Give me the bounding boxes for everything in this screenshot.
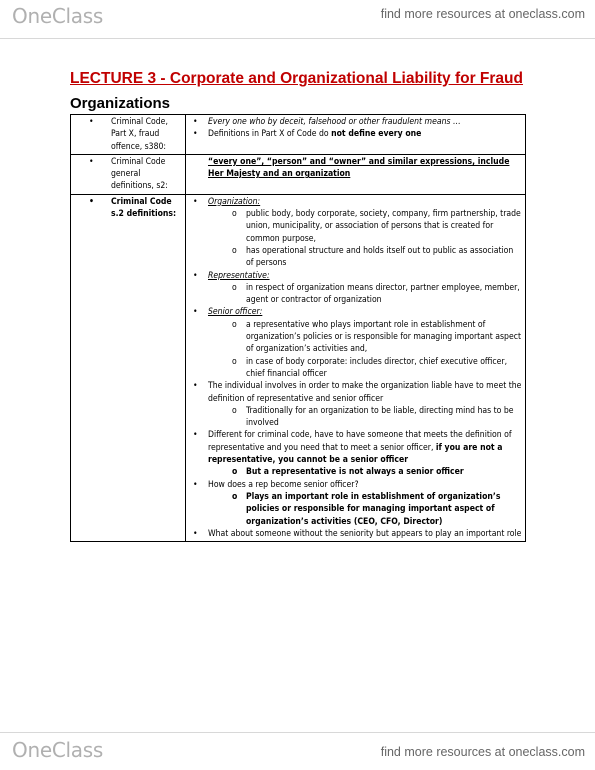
item-heading: Organization: <box>208 196 261 207</box>
section-heading: Organizations <box>70 95 171 112</box>
lecture-title: LECTURE 3 - Corporate and Organizational Liability for Fraud <box>70 70 523 87</box>
sub-item: o public body, body corporate, society, company, firm partnership, trade union, municipality, or association of persons that is created for common purpose, <box>208 208 522 245</box>
list-item <box>186 429 522 478</box>
sub-item: o But a representative is not always a senior officer <box>208 466 522 478</box>
list-item <box>186 479 522 528</box>
list-item: • Every one who by deceit, falsehood or other fraudulent means … <box>186 116 522 128</box>
row-label-cell <box>71 154 186 194</box>
sub-item: o a representative who plays important role in establishment of organization’s policies or is responsible for managing important aspect of organization’s activities and, <box>208 319 522 356</box>
list-item <box>186 196 522 270</box>
row-label-cell <box>71 194 186 541</box>
item-text: How does a rep become senior officer? <box>208 479 359 490</box>
row-label-cell <box>71 115 186 155</box>
notes-table <box>70 114 526 542</box>
item-text: Definitions in Part X of Code do <box>208 129 332 140</box>
item-heading: Senior officer: <box>208 307 263 318</box>
oneclass-logo[interactable]: OneClass <box>12 4 103 28</box>
sub-item: o Traditionally for an organization to be liable, directing mind has to be involved <box>208 405 522 430</box>
item-heading: Representative: <box>208 270 270 281</box>
table-row <box>71 154 526 194</box>
table-row <box>71 115 526 155</box>
footer-tagline[interactable]: find more resources at oneclass.com <box>380 745 585 759</box>
row-content-cell <box>186 194 526 541</box>
oneclass-logo[interactable]: OneClass <box>12 738 103 762</box>
row-content-cell <box>186 154 526 194</box>
list-item: • What about someone without the seniority but appears to play an important role <box>186 528 522 540</box>
list-item <box>186 128 522 140</box>
row-content-cell <box>186 115 526 155</box>
item-text: Different for criminal code, have to have someone that meets the definition of representative and you need that to meet a senior officer, <box>208 430 512 453</box>
definition-text: “every one”, “person” and “owner” and similar expressions, include Her Majesty and an organization <box>208 156 510 180</box>
row-label: • Criminal Code s.2 definitions: <box>71 196 182 221</box>
item-text: The individual involves in order to make the organization liable have to meet the definition of representative and senior officer <box>208 381 522 404</box>
list-item <box>186 306 522 380</box>
item-bold-text: not define every one <box>331 129 422 140</box>
row-label: • Criminal Code general definitions, s2: <box>71 156 182 193</box>
sub-item: o in case of body corporate: includes director, chief executive officer, chief financial officer <box>208 356 522 381</box>
item-bold-text: if you are not a representative, you cannot be a senior officer <box>208 442 503 466</box>
sub-item: o has operational structure and holds itself out to public as association of persons <box>208 245 522 270</box>
footer-divider <box>0 732 595 733</box>
page-header <box>0 0 595 39</box>
header-tagline[interactable]: find more resources at oneclass.com <box>380 7 585 21</box>
list-item <box>186 380 522 429</box>
sub-item: o in respect of organization means director, partner employee, member, agent or contractor of organization <box>208 282 522 307</box>
sub-item: o Plays an important role in establishment of organization’s policies or responsible for managing important aspect of organization’s activities (CEO, CFO, Director) <box>208 491 522 528</box>
list-item <box>186 270 522 307</box>
row-label: • Criminal Code, Part X, fraud offence, s380: <box>71 116 182 153</box>
table-row <box>71 194 526 541</box>
